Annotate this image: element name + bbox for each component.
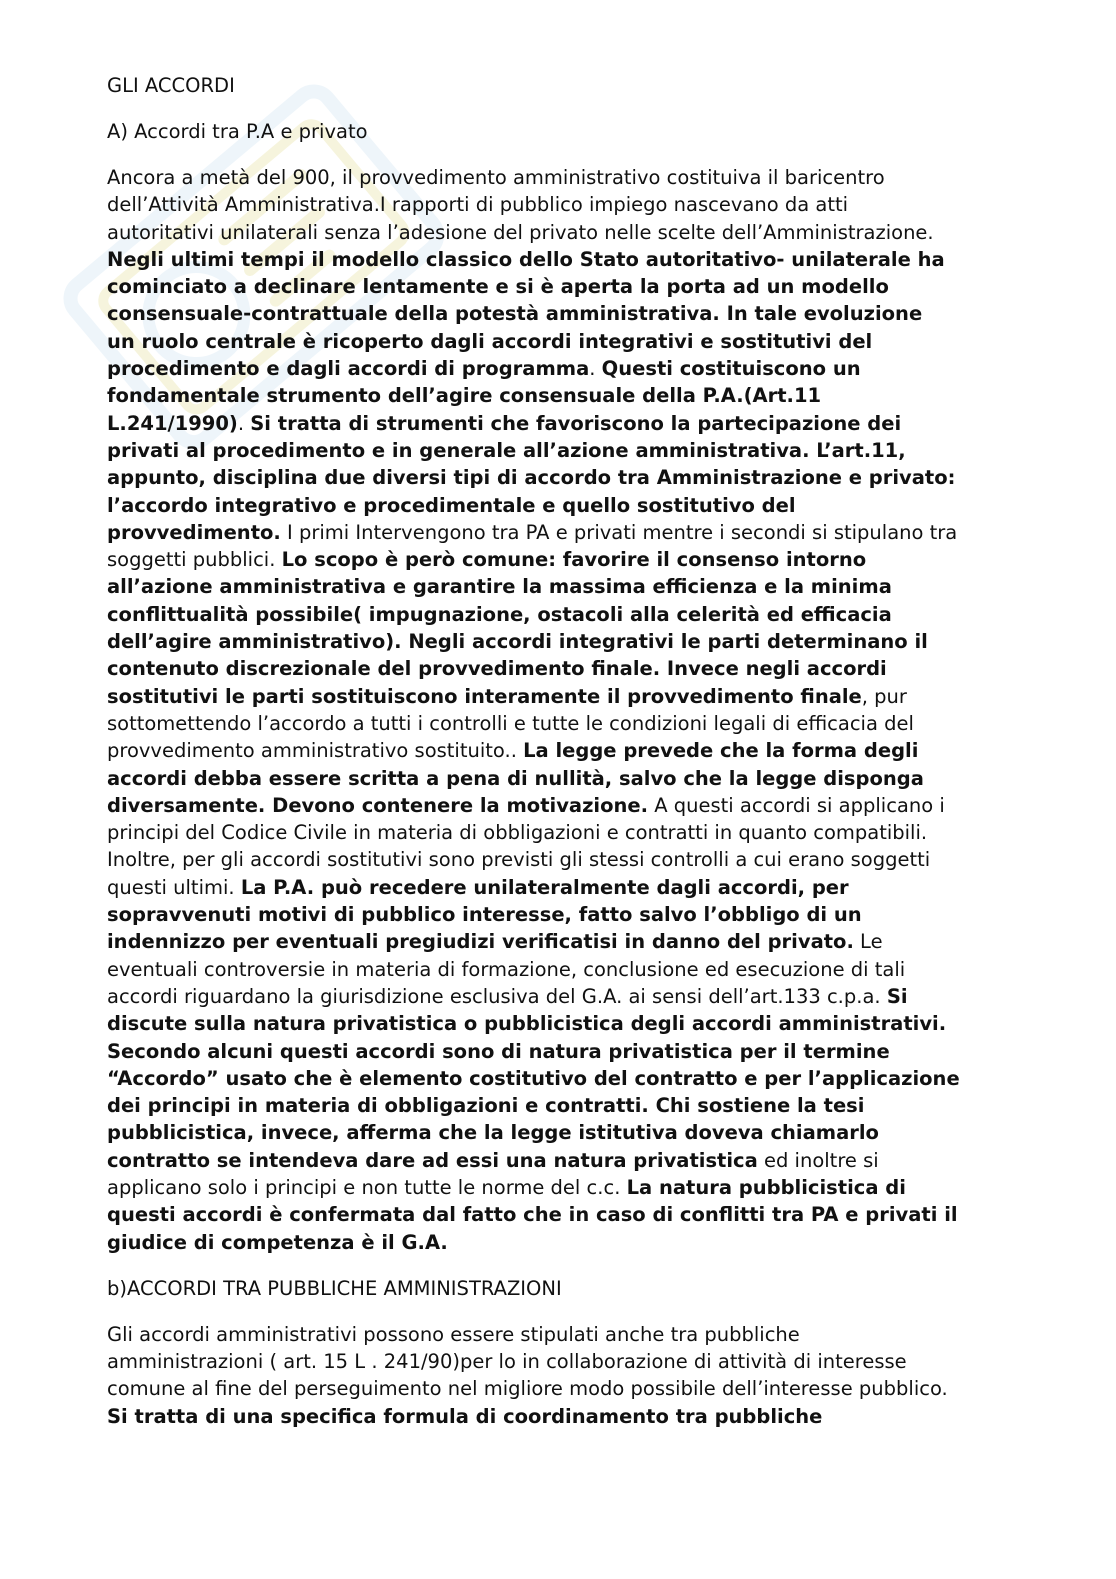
text-run: autoritativi unilaterali senza l’adesione del privato nelle scelte dell’Amministrazione. — [107, 220, 934, 244]
text-line — [107, 273, 1007, 300]
text-line — [107, 1201, 1007, 1228]
bold-text-run: fondamentale strumento dell’agire consensuale della P.A.(Art.11 — [107, 384, 822, 408]
bold-text-run: cominciato a declinare lentamente e si è aperta la porta ad un modello — [107, 275, 889, 299]
bold-text-run: dei principi in materia di obbligazioni e contratti. Chi sostiene la tesi — [107, 1094, 865, 1118]
text-line — [107, 191, 1007, 218]
bold-text-run: Secondo alcuni questi accordi sono di natura privatistica per il termine — [107, 1039, 890, 1063]
bold-text-run: appunto, disciplina due diversi tipi di accordo tra Amministrazione e privato: — [107, 466, 956, 490]
text-line — [107, 956, 1007, 983]
text-line — [107, 737, 1007, 764]
bold-text-run: accordi debba essere scritta a pena di nullità, salvo che la legge disponga — [107, 766, 924, 790]
text-run: eventuali controversie in materia di formazione, conclusione ed esecuzione di tali — [107, 957, 906, 981]
text-line — [107, 410, 1007, 437]
text-run: I primi Intervengono tra PA e privati mentre i secondi si stipulano tra — [280, 520, 958, 544]
text-line — [107, 819, 1007, 846]
text-line — [107, 573, 1007, 600]
bold-text-run: Negli ultimi tempi il modello classico dello Stato autoritativo- unilaterale ha — [107, 247, 945, 271]
section-a-paragraph — [107, 164, 1007, 1256]
text-line — [107, 519, 1007, 546]
text-run: amministrazioni ( art. 15 L . 241/90)per lo in collaborazione di attività di interesse — [107, 1350, 907, 1374]
text-line — [107, 355, 1007, 382]
bold-text-run: sopravvenuti motivi di pubblico interesse, fatto salvo l’obbligo di un — [107, 903, 862, 927]
text-line — [107, 1092, 1007, 1119]
text-line — [107, 1229, 1007, 1256]
text-line — [107, 792, 1007, 819]
text-line — [107, 628, 1007, 655]
text-line — [107, 1147, 1007, 1174]
text-line — [107, 1375, 1007, 1402]
text-line — [107, 328, 1007, 355]
text-line — [107, 219, 1007, 246]
text-line — [107, 683, 1007, 710]
text-line — [107, 246, 1007, 273]
text-line — [107, 1174, 1007, 1201]
text-run: ed inoltre si — [757, 1148, 879, 1172]
bold-text-run: La P.A. può recedere unilateralmente dagli accordi, per — [240, 875, 849, 899]
text-run: Le — [853, 930, 883, 954]
bold-text-run: contenuto discrezionale del provvedimento finale. Invece negli accordi — [107, 657, 887, 681]
text-line — [107, 983, 1007, 1010]
text-run: comune al fine del perseguimento nel migliore modo possibile dell’interesse pubblico. — [107, 1377, 948, 1401]
bold-text-run: Questi costituiscono un — [601, 357, 861, 381]
bold-text-run: privati al procedimento e in generale all’azione amministrativa. L’art.11, — [107, 438, 906, 462]
text-line — [107, 382, 1007, 409]
text-line — [107, 1038, 1007, 1065]
text-line — [107, 874, 1007, 901]
bold-text-run: un ruolo centrale è ricoperto dagli accordi integrativi e sostitutivi del — [107, 329, 873, 353]
bold-text-run: dell’agire amministrativo). Negli accordi integrativi le parti determinano il — [107, 630, 928, 654]
bold-text-run: pubblicistica, invece, afferma che la legge istitutiva doveva chiamarlo — [107, 1121, 879, 1145]
bold-text-run: giudice di competenza è il G.A. — [107, 1230, 448, 1254]
document-title: GLI ACCORDI — [107, 74, 235, 97]
bold-text-run: contratto se intendeva dare ad essi una natura privatistica — [107, 1148, 758, 1172]
section-b-heading: b)ACCORDI TRA PUBBLICHE AMMINISTRAZIONI — [107, 1276, 562, 1300]
text-run: principi del Codice Civile in materia di obbligazioni e contratti in quanto compatibili. — [107, 821, 928, 845]
text-line — [107, 901, 1007, 928]
bold-text-run: procedimento e dagli accordi di programma — [107, 357, 590, 381]
section-a-heading: A) Accordi tra P.A e privato — [107, 120, 368, 143]
text-run: applicano solo i principi e non tutte le norme del c.c. — [107, 1175, 627, 1199]
text-run: accordi riguardano la giurisdizione esclusiva del G.A. ai sensi dell’art.133 c.p.a. — [107, 984, 887, 1008]
text-line — [107, 928, 1007, 955]
text-line — [107, 300, 1007, 327]
bold-text-run: questi accordi è confermata dal fatto che in caso di conflitti tra PA e privati il — [107, 1203, 958, 1227]
bold-text-run: consensuale-contrattuale della potestà amministrativa. In tale evoluzione — [107, 302, 923, 326]
text-line — [107, 546, 1007, 573]
text-run: Ancora a metà del 900, il provvedimento amministrativo costituiva il baricentro — [107, 166, 885, 189]
text-line — [107, 1010, 1007, 1037]
text-run: Gli accordi amministrativi possono essere stipulati anche tra pubbliche — [107, 1322, 800, 1346]
bold-text-run: l’accordo integrativo e procedimentale e quello sostitutivo del — [107, 493, 796, 517]
document-page — [107, 72, 1007, 1449]
bold-text-run: L.241/1990) — [107, 411, 238, 435]
bold-text-run: La natura pubblicistica di — [626, 1175, 906, 1199]
text-line — [107, 1403, 1007, 1430]
text-run: dell’Attività Amministrativa.I rapporti di pubblico impiego nascevano da atti — [107, 193, 849, 217]
text-run: questi ultimi. — [107, 875, 241, 899]
bold-text-run: discute sulla natura privatistica o pubblicistica degli accordi amministrativi. — [107, 1012, 947, 1036]
bold-text-run: conflittualità possibile( impugnazione, ostacoli alla celerità ed efficacia — [107, 602, 892, 626]
text-line — [107, 601, 1007, 628]
text-line — [107, 492, 1007, 519]
text-run: sottomettendo l’accordo a tutti i controlli e tutte le condizioni legali di efficacia del — [107, 711, 914, 735]
text-line — [107, 464, 1007, 491]
text-run: provvedimento amministrativo sostituito.. — [107, 739, 524, 763]
bold-text-run: all’azione amministrativa e garantire la massima efficienza e la minima — [107, 575, 892, 599]
text-line — [107, 846, 1007, 873]
text-line — [107, 765, 1007, 792]
bold-text-run: Si tratta di una specifica formula di coordinamento tra pubbliche — [107, 1404, 823, 1428]
text-run: soggetti pubblici. — [107, 548, 282, 572]
text-run: , pur — [861, 684, 907, 708]
bold-text-run: diversamente. Devono contenere la motivazione. — [107, 793, 649, 817]
bold-text-run: indennizzo per eventuali pregiudizi verificatisi in danno del privato. — [107, 930, 854, 954]
text-line — [107, 164, 1007, 191]
bold-text-run: sostitutivi le parti sostituiscono interamente il provvedimento finale — [107, 684, 862, 708]
text-run: Inoltre, per gli accordi sostitutivi sono previsti gli stessi controlli a cui erano soggetti — [107, 848, 931, 872]
text-run: . — [589, 357, 602, 381]
text-line — [107, 1065, 1007, 1092]
bold-text-run: Si — [886, 984, 908, 1008]
bold-text-run: La legge prevede che la forma degli — [523, 739, 919, 763]
text-run: . — [237, 411, 251, 435]
text-line — [107, 1119, 1007, 1146]
text-line — [107, 655, 1007, 682]
bold-text-run: provvedimento. — [107, 520, 281, 544]
text-run: A questi accordi si applicano i — [648, 793, 945, 817]
text-line — [107, 710, 1007, 737]
bold-text-run: “Accordo” usato che è elemento costitutivo del contratto e per l’applicazione — [107, 1066, 960, 1090]
text-line — [107, 1348, 1007, 1375]
bold-text-run: Lo scopo è però comune: favorire il consenso intorno — [281, 548, 867, 572]
text-line — [107, 437, 1007, 464]
text-line — [107, 1321, 1007, 1348]
bold-text-run: Si tratta di strumenti che favoriscono la partecipazione dei — [250, 411, 902, 435]
section-b-paragraph — [107, 1321, 1007, 1430]
